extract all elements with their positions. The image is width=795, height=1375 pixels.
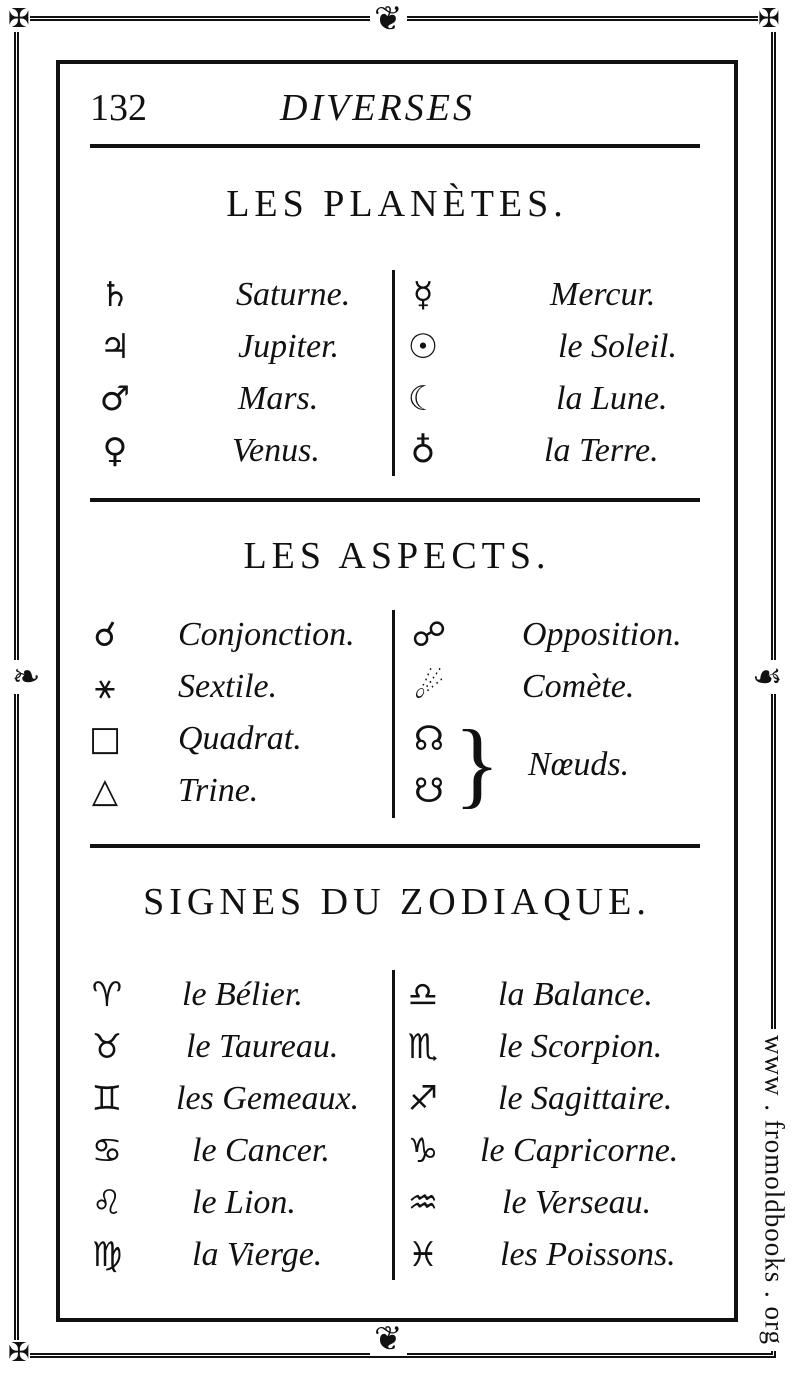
- sign-name: le Sagittaire.: [498, 1080, 673, 1117]
- planet-name: Mars.: [238, 380, 319, 417]
- planet-name: Saturne.: [236, 276, 351, 313]
- page-content: [60, 64, 734, 1318]
- section-title-zodiac: SIGNES DU ZODIAQUE.: [143, 881, 651, 923]
- sign-name: les Poissons.: [500, 1236, 676, 1273]
- aspect-name: Quadrat.: [178, 720, 302, 757]
- list-item: [398, 970, 718, 1020]
- list-item: [82, 1074, 392, 1124]
- moon-icon: ☾: [407, 379, 439, 419]
- list-item: [404, 610, 714, 660]
- list-item: [90, 322, 390, 372]
- planet-name: la Lune.: [556, 380, 668, 417]
- sign-name: le Scorpion.: [498, 1028, 663, 1065]
- top-ornament-icon: ❦: [370, 2, 407, 36]
- corner-top-right-icon: ✠: [758, 4, 780, 34]
- left-ornament-icon: ❧: [8, 660, 45, 694]
- sign-name: le Bélier.: [182, 976, 303, 1013]
- aspect-name: Conjonction.: [178, 616, 355, 653]
- planet-name: la Terre.: [544, 432, 659, 469]
- conjunction-icon: ☌: [93, 615, 117, 655]
- trine-icon: △: [91, 771, 119, 811]
- jupiter-icon: ♃: [99, 327, 131, 367]
- list-item: [90, 374, 390, 424]
- list-item: [398, 374, 708, 424]
- list-item: [398, 426, 708, 476]
- list-item: [398, 1074, 718, 1124]
- list-item: [398, 322, 708, 372]
- list-item: [398, 1230, 718, 1280]
- ascending-node-icon: ☊: [413, 719, 445, 759]
- running-title: DIVERSES: [280, 87, 475, 129]
- list-item: [82, 1126, 392, 1176]
- list-item: [398, 1022, 718, 1072]
- list-item: [82, 1230, 392, 1280]
- mars-icon: ♂: [99, 379, 131, 419]
- sign-name: la Balance.: [498, 976, 653, 1013]
- comet-icon: ☄: [413, 667, 445, 707]
- descending-node-icon: ☋: [413, 771, 445, 811]
- virgo-icon: ♍: [91, 1235, 123, 1275]
- list-item: [82, 1178, 392, 1228]
- sign-name: le Taureau.: [186, 1028, 339, 1065]
- quadrat-icon: □: [88, 719, 122, 759]
- list-item: [398, 1178, 718, 1228]
- list-item: [80, 714, 390, 764]
- sun-icon: ☉: [407, 327, 439, 367]
- capricorn-icon: ♑: [407, 1131, 439, 1171]
- section-title-planets: LES PLANÈTES.: [226, 183, 568, 225]
- list-item: [398, 1126, 718, 1176]
- right-ornament-icon: ☙: [748, 660, 786, 694]
- aspect-name: Trine.: [178, 772, 259, 809]
- saturn-icon: ♄: [99, 275, 131, 315]
- earth-icon: ♁: [410, 431, 436, 471]
- page-number: 132: [90, 87, 147, 129]
- list-item: [90, 426, 390, 476]
- watermark: [756, 1020, 792, 1360]
- sign-name: le Verseau.: [502, 1184, 652, 1221]
- planet-name: Mercur.: [550, 276, 656, 313]
- list-item: [404, 662, 714, 712]
- sextile-icon: ⚹: [94, 667, 116, 707]
- sagittarius-icon: ♐: [407, 1079, 439, 1119]
- aries-icon: ♈: [91, 975, 123, 1015]
- aquarius-icon: ♒: [407, 1183, 439, 1223]
- list-item: [90, 270, 390, 320]
- corner-bottom-left-icon: ✠: [8, 1338, 30, 1368]
- corner-top-left-icon: ✠: [8, 4, 30, 34]
- scorpio-icon: ♏: [407, 1027, 439, 1067]
- aspect-name: Opposition.: [522, 616, 682, 653]
- planet-name: Venus.: [232, 432, 320, 469]
- planets-rule: [90, 498, 700, 502]
- leo-icon: ♌: [91, 1183, 123, 1223]
- list-item: [82, 1022, 392, 1072]
- pisces-icon: ♓: [407, 1235, 439, 1275]
- opposition-icon: ☍: [411, 615, 447, 655]
- header-rule: [90, 144, 700, 148]
- watermark-text: www . fromoldbooks . org: [759, 1029, 790, 1351]
- nodes-brace-icon: }: [454, 710, 501, 817]
- aspect-name: Comète.: [522, 668, 635, 705]
- list-item: [80, 766, 390, 816]
- zodiac-divider: [392, 970, 395, 1280]
- sign-name: la Vierge.: [192, 1236, 323, 1273]
- sign-name: le Capricorne.: [480, 1132, 679, 1169]
- libra-icon: ♎: [407, 975, 439, 1015]
- gemini-icon: ♊: [91, 1079, 123, 1119]
- aspects-divider: [392, 610, 395, 818]
- running-header: [90, 86, 702, 136]
- taurus-icon: ♉: [91, 1027, 123, 1067]
- nodes-label: Nœuds.: [528, 746, 630, 783]
- planet-name: Jupiter.: [238, 328, 340, 365]
- bottom-ornament-icon: ❦: [370, 1322, 407, 1356]
- aspects-rule: [90, 844, 700, 848]
- sign-name: le Cancer.: [192, 1132, 330, 1169]
- list-item: [398, 270, 708, 320]
- aspect-name: Sextile.: [178, 668, 278, 705]
- list-item: [82, 970, 392, 1020]
- list-item: [80, 610, 390, 660]
- sign-name: le Lion.: [192, 1184, 296, 1221]
- cancer-icon: ♋: [91, 1131, 123, 1171]
- planets-divider: [392, 270, 395, 476]
- planet-name: le Soleil.: [558, 328, 677, 365]
- mercury-icon: ☿: [412, 275, 434, 315]
- venus-icon: ♀: [102, 431, 128, 471]
- list-item: [80, 662, 390, 712]
- sign-name: les Gemeaux.: [176, 1080, 360, 1117]
- section-title-aspects: LES ASPECTS.: [243, 535, 551, 577]
